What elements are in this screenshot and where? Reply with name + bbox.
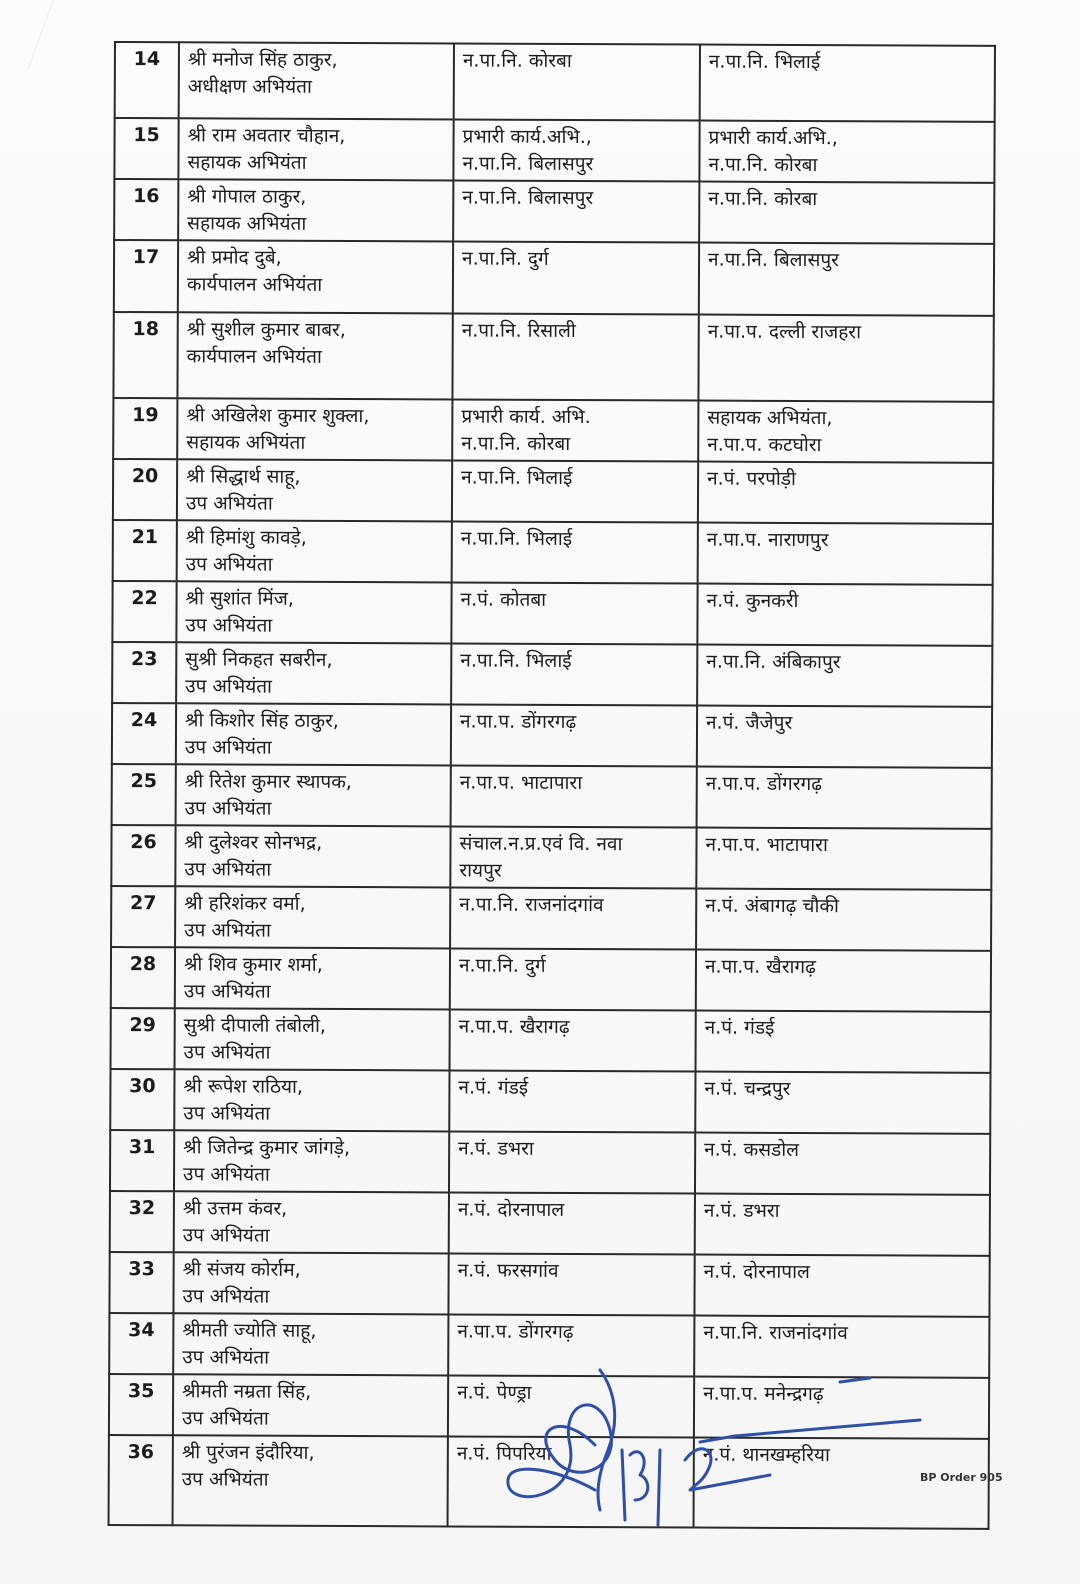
officer-designation: उप अभियंता xyxy=(181,1468,269,1491)
officer-cell xyxy=(178,118,453,180)
new-posting-cell xyxy=(700,45,995,122)
officer-designation: सहायक अभियंता xyxy=(187,151,307,174)
officer-designation: सहायक अभियंता xyxy=(187,212,307,235)
new-posting-cell xyxy=(696,828,991,890)
current-posting-cell xyxy=(449,1131,695,1193)
officer-designation: उप अभियंता xyxy=(184,797,272,820)
current-posting-line: न.पं. फरसगांव xyxy=(457,1259,559,1282)
officer-name: श्री संजय कोर्राम, xyxy=(182,1258,301,1281)
current-posting-line: प्रभारी कार्य. अभि. xyxy=(461,405,591,429)
current-posting-line: न.पं. गंडई xyxy=(458,1076,529,1099)
officer-cell xyxy=(176,764,451,826)
officer-designation: उप अभियंता xyxy=(184,858,272,881)
new-posting-line: न.पा.नि. भिलाई xyxy=(708,50,821,74)
table-row xyxy=(115,42,995,122)
officer-designation: उप अभियंता xyxy=(185,492,273,515)
officer-name: श्री गोपाल ठाकुर, xyxy=(187,185,307,208)
serial-number-cell: 24 xyxy=(112,703,176,764)
officer-designation: कार्यपालन अभियंता xyxy=(186,345,322,368)
new-posting-cell xyxy=(697,706,992,768)
new-posting-cell xyxy=(696,950,991,1012)
serial-number-cell: 30 xyxy=(110,1069,174,1130)
officer-name: श्री दुलेश्वर सोनभद्र, xyxy=(184,831,323,854)
officer-cell xyxy=(177,520,452,582)
serial-number-cell: 33 xyxy=(109,1252,173,1313)
serial-number-cell: 25 xyxy=(112,764,176,825)
current-posting-cell xyxy=(449,1192,695,1254)
table-row xyxy=(113,312,993,402)
new-posting-line: न.पं. परपोड़ी xyxy=(707,467,796,490)
current-posting-cell xyxy=(450,1009,696,1071)
current-posting-cell xyxy=(452,399,698,461)
footer-order-code: BP Order 905 xyxy=(920,1471,1003,1484)
new-posting-line: न.पा.प. नाराणपुर xyxy=(706,528,829,552)
new-posting-cell xyxy=(699,121,994,183)
current-posting-line: न.पा.नि. राजनांदगांव xyxy=(459,893,604,917)
current-posting-line: न.पा.नि. दुर्ग xyxy=(462,247,549,270)
officer-cell xyxy=(175,886,450,948)
officer-cell xyxy=(179,42,454,119)
new-posting-cell xyxy=(699,243,994,316)
officer-designation: उप अभियंता xyxy=(182,1346,270,1369)
table-row xyxy=(109,1252,989,1317)
current-posting-line: न.पा.नि. रिसाली xyxy=(461,319,576,343)
officer-cell xyxy=(178,179,453,241)
new-posting-line: न.पं. थानखम्हरिया xyxy=(702,1443,830,1467)
officer-cell xyxy=(173,1374,448,1436)
new-posting-line: न.पं. डभरा xyxy=(703,1199,780,1222)
new-posting-cell xyxy=(695,1194,990,1256)
officer-cell xyxy=(175,1008,450,1070)
serial-number-cell: 15 xyxy=(114,118,178,179)
officer-name: श्री हिमांशु कावड़े, xyxy=(185,526,307,549)
current-posting-line: न.पा.प. खैरागढ़ xyxy=(458,1015,570,1038)
officer-name: श्री किशोर सिंह ठाकुर, xyxy=(184,709,339,732)
officer-designation: उप अभियंता xyxy=(183,1102,271,1125)
officer-designation: अधीक्षण अभियंता xyxy=(187,75,312,98)
officer-name: श्री सुशील कुमार बाबर, xyxy=(186,318,346,342)
new-posting-line: न.पा.प. मनेन्द्रगढ़ xyxy=(703,1382,824,1406)
current-posting-cell xyxy=(450,948,696,1010)
officer-cell xyxy=(173,1435,448,1526)
officer-cell xyxy=(175,947,450,1009)
current-posting-line: न.पा.प. डोंगरगढ़ xyxy=(457,1320,574,1344)
officer-name: सुश्री निकहत सबरीन, xyxy=(185,648,333,671)
officer-name: श्रीमती नम्रता सिंह, xyxy=(182,1380,312,1403)
new-posting-cell xyxy=(695,1133,990,1195)
serial-number-cell: 14 xyxy=(115,42,179,118)
table-row xyxy=(110,1069,990,1134)
new-posting-line: प्रभारी कार्य.अभि., xyxy=(708,126,838,150)
table-row xyxy=(112,581,992,646)
serial-number-cell: 20 xyxy=(113,459,177,520)
current-posting-line: संचाल.न.प्र.एवं वि. नवा xyxy=(459,832,623,856)
current-posting-cell xyxy=(449,1070,695,1132)
officer-name: श्री रूपेश राठिया, xyxy=(183,1075,304,1098)
serial-number-cell: 35 xyxy=(109,1374,173,1435)
serial-number-cell: 17 xyxy=(114,240,178,312)
current-posting-line: न.पा.नि. कोरबा xyxy=(461,432,571,455)
new-posting-line: न.पं. गंडई xyxy=(704,1016,775,1039)
new-posting-cell xyxy=(697,767,992,829)
serial-number-cell: 36 xyxy=(109,1435,173,1525)
current-posting-line: न.पा.नि. भिलाई xyxy=(461,466,573,490)
current-posting-line: न.पा.नि. बिलासपुर xyxy=(462,186,594,210)
new-posting-cell xyxy=(697,645,992,707)
officer-designation: सहायक अभियंता xyxy=(186,431,306,454)
serial-number-cell: 31 xyxy=(110,1130,174,1191)
new-posting-line: न.पं. जैजेपुर xyxy=(705,711,793,734)
table-row xyxy=(114,118,994,183)
current-posting-line: न.पं. पिपरिया xyxy=(456,1442,552,1465)
serial-number-cell: 16 xyxy=(114,179,178,240)
table-row xyxy=(111,825,991,890)
officer-name: श्री राम अवतार चौहान, xyxy=(187,124,346,148)
officer-cell xyxy=(174,1130,449,1192)
current-posting-line: न.पं. कोतबा xyxy=(460,588,547,611)
officer-name: श्री पुरंजन इंदौरिया, xyxy=(181,1441,315,1464)
table-row xyxy=(110,1130,990,1195)
current-posting-cell xyxy=(450,887,696,949)
current-posting-cell xyxy=(451,582,697,644)
officer-name: श्री शिव कुमार शर्मा, xyxy=(183,953,323,976)
table-row xyxy=(112,642,992,707)
current-posting-line: न.पा.नि. बिलासपुर xyxy=(462,152,594,176)
new-posting-cell xyxy=(698,462,993,524)
current-posting-line: न.पा.नि. कोरबा xyxy=(462,49,572,72)
current-posting-cell xyxy=(452,313,698,400)
new-posting-cell xyxy=(696,1011,991,1073)
current-posting-cell xyxy=(453,241,699,314)
officer-name: श्री हरिशंकर वर्मा, xyxy=(184,892,306,915)
serial-number-cell: 21 xyxy=(113,520,177,581)
officer-designation: उप अभियंता xyxy=(182,1285,270,1308)
current-posting-line: न.पा.नि. भिलाई xyxy=(460,649,572,673)
new-posting-cell xyxy=(698,523,993,585)
current-posting-cell xyxy=(453,119,699,181)
new-posting-cell xyxy=(696,889,991,951)
serial-number-cell: 27 xyxy=(111,886,175,947)
officer-cell xyxy=(177,459,452,521)
table-row xyxy=(114,179,994,244)
page-fold-mark xyxy=(0,0,54,70)
current-posting-line: न.पं. दोरनापाल xyxy=(457,1198,565,1221)
officer-cell xyxy=(177,398,452,460)
transfer-table-body xyxy=(109,42,995,1529)
new-posting-line: न.पा.नि. बिलासपुर xyxy=(708,248,839,272)
current-posting-cell xyxy=(451,765,697,827)
transfer-table xyxy=(108,41,996,1530)
new-posting-line: न.पा.नि. कोरबा xyxy=(708,153,818,177)
current-posting-line: न.पा.नि. भिलाई xyxy=(460,527,573,551)
current-posting-line: प्रभारी कार्य.अभि., xyxy=(462,125,592,149)
serial-number-cell: 29 xyxy=(111,1008,175,1069)
new-posting-line: न.पं. दोरनापाल xyxy=(703,1260,810,1284)
officer-name: श्रीमती ज्योति साहू, xyxy=(182,1319,317,1342)
officer-cell xyxy=(174,1191,449,1253)
table-row xyxy=(111,886,991,951)
new-posting-line: न.पा.प. खैरागढ़ xyxy=(704,955,816,979)
officer-name: श्री रितेश कुमार स्थापक, xyxy=(184,770,352,794)
new-posting-cell xyxy=(699,182,994,244)
current-posting-cell xyxy=(451,704,697,766)
serial-number-cell: 23 xyxy=(112,642,176,703)
new-posting-line: न.पा.प. भाटापारा xyxy=(705,833,828,857)
officer-designation: उप अभियंता xyxy=(182,1224,270,1247)
officer-name: श्री अखिलेश कुमार शुक्ला, xyxy=(186,404,370,428)
new-posting-line: सहायक अभियंता, xyxy=(707,406,833,430)
current-posting-cell xyxy=(450,826,696,888)
new-posting-line: न.पा.नि. अंबिकापुर xyxy=(706,650,841,674)
current-posting-cell xyxy=(453,180,699,242)
table-row xyxy=(112,764,992,829)
new-posting-line: न.पा.नि. राजनांदगांव xyxy=(703,1321,848,1345)
serial-number-cell: 32 xyxy=(110,1191,174,1252)
new-posting-cell xyxy=(697,584,992,646)
table-row xyxy=(111,947,991,1012)
officer-cell xyxy=(175,825,450,887)
new-posting-line: न.पा.प. डोंगरगढ़ xyxy=(705,772,822,796)
serial-number-cell: 26 xyxy=(111,825,175,886)
new-posting-cell xyxy=(698,315,993,402)
table-row xyxy=(114,240,994,316)
current-posting-cell xyxy=(452,460,698,522)
serial-number-cell: 34 xyxy=(109,1313,173,1374)
officer-designation: उप अभियंता xyxy=(183,1163,270,1186)
current-posting-cell xyxy=(452,521,698,583)
officer-designation: उप अभियंता xyxy=(184,919,271,942)
handwritten-signature xyxy=(500,1350,950,1540)
current-posting-line: न.पा.प. भाटापारा xyxy=(459,771,583,795)
officer-name: श्री प्रमोद दुबे, xyxy=(187,246,282,269)
officer-cell xyxy=(178,240,453,313)
officer-designation: उप अभियंता xyxy=(183,1041,271,1064)
officer-cell xyxy=(177,312,452,399)
table-row xyxy=(113,459,993,524)
serial-number-cell: 22 xyxy=(112,581,176,642)
officer-designation: कार्यपालन अभियंता xyxy=(186,273,323,296)
current-posting-line: न.पा.प. डोंगरगढ़ xyxy=(459,710,577,734)
new-posting-line: न.पं. कुनकरी xyxy=(706,589,799,612)
officer-designation: उप अभियंता xyxy=(185,614,273,637)
new-posting-line: न.पं. कसडोल xyxy=(704,1138,800,1161)
officer-cell xyxy=(176,642,451,704)
officer-cell xyxy=(173,1252,448,1314)
officer-name: श्री उत्तम कंवर, xyxy=(182,1197,288,1220)
signature-date: 13/12 xyxy=(628,1490,631,1491)
new-posting-line: न.पा.प. कटघोरा xyxy=(707,433,822,457)
officer-name: श्री सिद्धार्थ साहू, xyxy=(186,465,301,488)
officer-designation: उप अभियंता xyxy=(181,1407,269,1430)
officer-designation: उप अभियंता xyxy=(183,980,271,1003)
new-posting-line: न.पं. चन्द्रपुर xyxy=(704,1077,791,1100)
new-posting-cell xyxy=(695,1072,990,1134)
officer-name: सुश्री दीपाली तंबोली, xyxy=(183,1014,327,1037)
serial-number-cell: 19 xyxy=(113,398,177,459)
current-posting-line: न.पं. पेण्ड्रा xyxy=(457,1381,532,1404)
serial-number-cell: 18 xyxy=(113,312,177,398)
table-row xyxy=(113,398,993,463)
current-posting-line: रायपुर xyxy=(459,859,502,882)
serial-number-cell: 28 xyxy=(111,947,175,1008)
current-posting-cell xyxy=(454,43,700,120)
officer-cell xyxy=(176,703,451,765)
officer-name: श्री जितेन्द्र कुमार जांगड़े, xyxy=(183,1136,351,1160)
table-row xyxy=(112,703,992,768)
current-posting-line: न.पा.नि. दुर्ग xyxy=(458,954,546,977)
current-posting-cell xyxy=(448,1253,694,1315)
table-row xyxy=(113,520,993,585)
new-posting-line: न.पा.नि. कोरबा xyxy=(708,187,818,211)
current-posting-line: न.पं. डभरा xyxy=(458,1137,534,1160)
officer-designation: उप अभियंता xyxy=(185,553,273,576)
officer-cell xyxy=(173,1313,448,1375)
new-posting-cell xyxy=(698,401,993,463)
officer-designation: उप अभियंता xyxy=(185,675,273,698)
new-posting-line: न.पा.प. दल्ली राजहरा xyxy=(707,320,862,344)
table-row xyxy=(110,1191,990,1256)
table-row xyxy=(111,1008,991,1073)
officer-name: श्री मनोज सिंह ठाकुर, xyxy=(187,48,338,71)
officer-name: श्री सुशांत मिंज, xyxy=(185,587,295,610)
current-posting-cell xyxy=(451,643,697,705)
new-posting-cell xyxy=(694,1255,989,1317)
officer-cell xyxy=(174,1069,449,1131)
officer-cell xyxy=(176,581,451,643)
new-posting-line: न.पं. अंबागढ़ चौकी xyxy=(705,894,839,918)
officer-designation: उप अभियंता xyxy=(184,736,272,759)
